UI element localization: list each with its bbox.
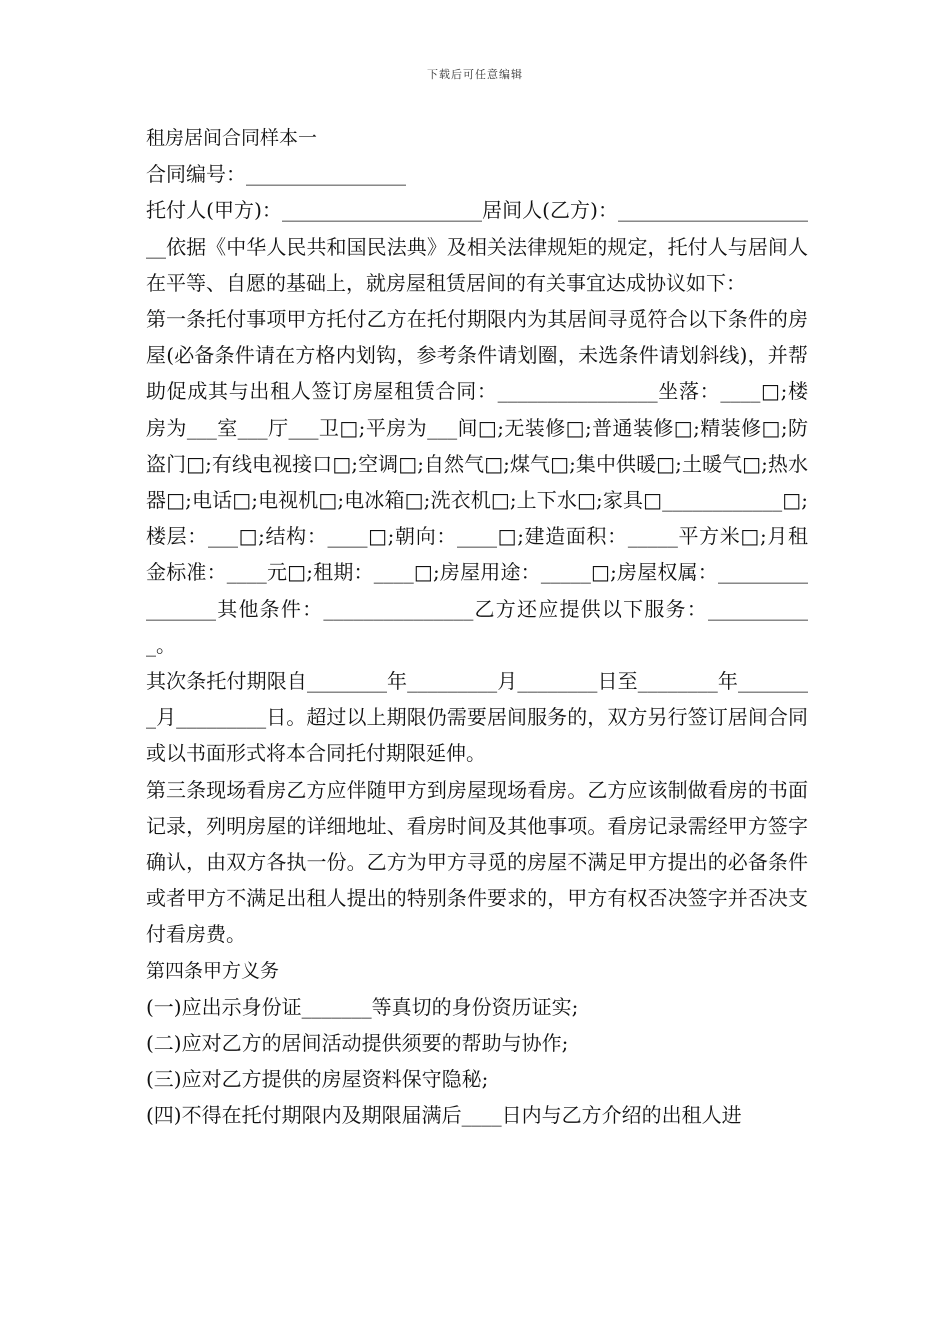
- duty-item-1: (一)应出示身份证_______等真切的身份资历证实;: [146, 994, 579, 1019]
- article-4-heading: 第四条甲方义务: [146, 959, 280, 982]
- article-3-paragraph: 第三条现场看房乙方应伴随甲方到房屋现场看房。乙方应该制做看房的书面记录，列明房屋的详细地址、看房时间及其他事项。看房记录需经甲方签字确认，由双方各执一份。乙方为甲方寻觅的房屋不满足甲方提出的必备条件或者甲方不满足出租人提出的特别条件要求的，甲方有权否决签字并否决支付看房费。: [146, 777, 808, 947]
- page-header-note: 下载后可任意编辑: [427, 68, 523, 81]
- duty-item-2: (二)应对乙方的居间活动提供须要的帮助与协作;: [146, 1031, 569, 1056]
- duty-item-3: (三)应对乙方提供的房屋资料保守隐秘;: [146, 1067, 489, 1092]
- document-body: [146, 120, 808, 1134]
- duty-item-4: (四)不得在托付期限内及期限届满后____日内与乙方介绍的出租人进: [146, 1103, 742, 1128]
- article-2-paragraph: 其次条托付期限自________年_________月________日至________年________月_________日。超过以上期限仍需要居间服务的，双方另行签订居间合同或以书面形式将本合同托付期限延伸。: [146, 669, 808, 766]
- parties-paragraph: 托付人(甲方)：____________________居间人(乙方)：_____________________依据《中华人民共和国民法典》及相关法律规矩的规定，托付人与居间人在平等、自愿的基础上，就房屋租赁居间的有关事宜达成协议如下：: [146, 198, 808, 295]
- article-1-paragraph: 第一条托付事项甲方托付乙方在托付期限内为其居间寻觅符合以下条件的房屋(必备条件请在方格内划钩，参考条件请划圈，未选条件请划斜线)，并帮助促成其与出租人签订房屋租赁合同：________________坐落：____□;楼房为___室___厅___卫□;平房为___间□;无装修□;普通装修□;精装修□;防盗门□;有线电视接口□;空调□;自然气□;煤气□;集中供暖□;土暖气□;热水器□;电话□;电视机□;电冰箱□;洗衣机□;上下水□;家具□____________□;楼层：___□;结构：____□;朝向：____□;建造面积：_____平方米□;月租金标准：____元□;租期：____□;房屋用途：_____□;房屋权属：________________其他条件：_______________乙方还应提供以下服务：___________。: [146, 307, 808, 657]
- document-title: 租房居间合同样本一: [146, 127, 318, 149]
- contract-number-line: 合同编号：________________: [146, 162, 406, 187]
